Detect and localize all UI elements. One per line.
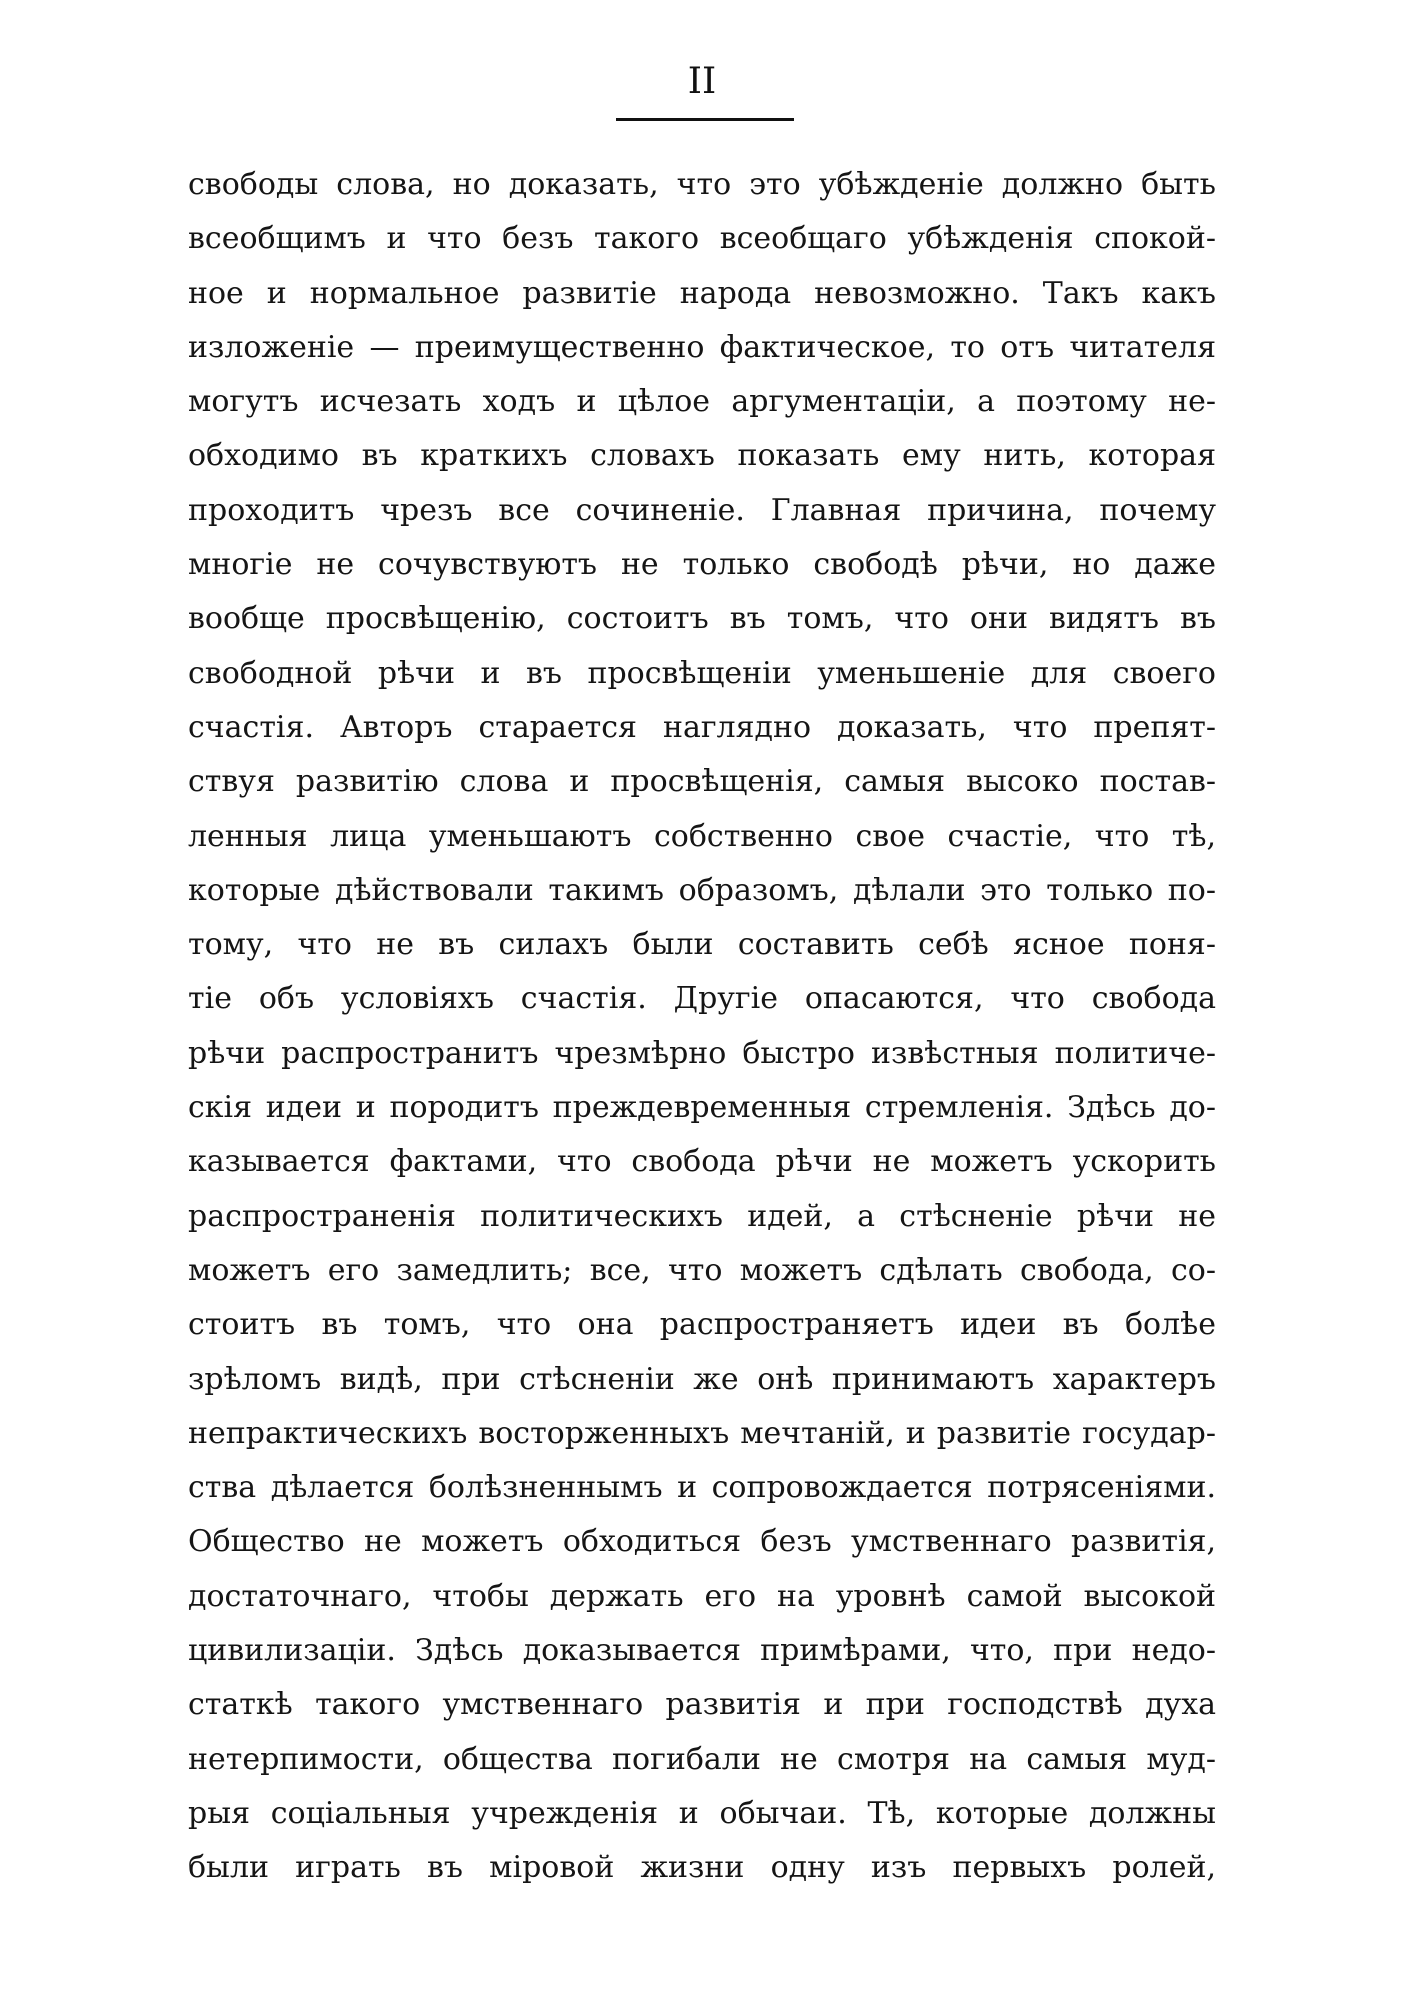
text-line: свободы слова, но доказать, что это убѣжденіе должно быть (188, 167, 1216, 202)
header-rule (616, 118, 794, 121)
text-line: непрактическихъ восторженныхъ мечтаній, и развитіе государ- (188, 1415, 1216, 1451)
text-line: достаточнаго, чтобы держать его на уровнѣ самой высокой (188, 1578, 1216, 1614)
text-line: тіе объ условіяхъ счастія. Другіе опасаются, что свобода (188, 981, 1216, 1017)
text-line: тому, что не въ силахъ были составить себѣ ясное поня- (188, 927, 1216, 963)
text-line: вообще просвѣщенію, состоитъ въ томъ, что они видятъ въ (188, 601, 1216, 637)
text-line: счастія. Авторъ старается наглядно доказать, что препят- (188, 709, 1216, 745)
text-line: многіе не сочувствуютъ не только свободѣ рѣчи, но даже (188, 547, 1216, 583)
text-line: ствуя развитію слова и просвѣщенія, самыя высоко постав- (188, 764, 1216, 800)
text-line: скія идеи и породитъ преждевременныя стремленія. Здѣсь до- (188, 1090, 1216, 1126)
text-line: обходимо въ краткихъ словахъ показать ему нить, которая (188, 438, 1216, 474)
text-line: распространенія политическихъ идей, а стѣсненіе рѣчи не (188, 1198, 1216, 1234)
text-line: ное и нормальное развитіе народа невозможно. Такъ какъ (188, 275, 1216, 311)
text-line: нетерпимости, общества погибали не смотря на самыя муд- (188, 1741, 1216, 1777)
text-line: могутъ исчезать ходъ и цѣлое аргументаціи, а поэтому не- (188, 384, 1216, 420)
text-line: проходитъ чрезъ все сочиненіе. Главная причина, почему (188, 492, 1216, 528)
text-line: Общество не можетъ обходиться безъ умственнаго развитія, (188, 1524, 1216, 1560)
page-number: II (687, 61, 717, 102)
text-line: рыя соціальныя учрежденія и обычаи. Тѣ, которые должны (188, 1795, 1216, 1831)
text-line: ленныя лица уменьшаютъ собственно свое счастіе, что тѣ, (188, 818, 1216, 854)
text-line: были играть въ міровой жизни одну изъ первыхъ ролей, (188, 1850, 1216, 1886)
body-text (188, 158, 1216, 1896)
text-line: зрѣломъ видѣ, при стѣсненіи же онѣ принимаютъ характеръ (188, 1361, 1216, 1397)
text-line: изложеніе — преимущественно фактическое, то отъ читателя (188, 329, 1216, 365)
text-line: всеобщимъ и что безъ такого всеобщаго убѣжденія спокой- (188, 221, 1216, 257)
text-line: можетъ его замедлить; все, что можетъ сдѣлать свобода, со- (188, 1252, 1216, 1288)
text-line: казывается фактами, что свобода рѣчи не можетъ ускорить (188, 1144, 1216, 1180)
text-line: ства дѣлается болѣзненнымъ и сопровождается потрясеніями. (188, 1470, 1216, 1506)
text-line: статкѣ такого умственнаго развитія и при господствѣ духа (188, 1687, 1216, 1723)
text-line: которые дѣйствовали такимъ образомъ, дѣлали это только по- (188, 872, 1216, 908)
text-line: цивилизаціи. Здѣсь доказывается примѣрами, что, при недо- (188, 1633, 1216, 1669)
page-header (0, 62, 1404, 102)
text-line: свободной рѣчи и въ просвѣщеніи уменьшеніе для своего (188, 655, 1216, 691)
text-line: рѣчи распространитъ чрезмѣрно быстро извѣстныя политиче- (188, 1035, 1216, 1071)
text-line: стоитъ въ томъ, что она распространяетъ идеи въ болѣе (188, 1307, 1216, 1343)
